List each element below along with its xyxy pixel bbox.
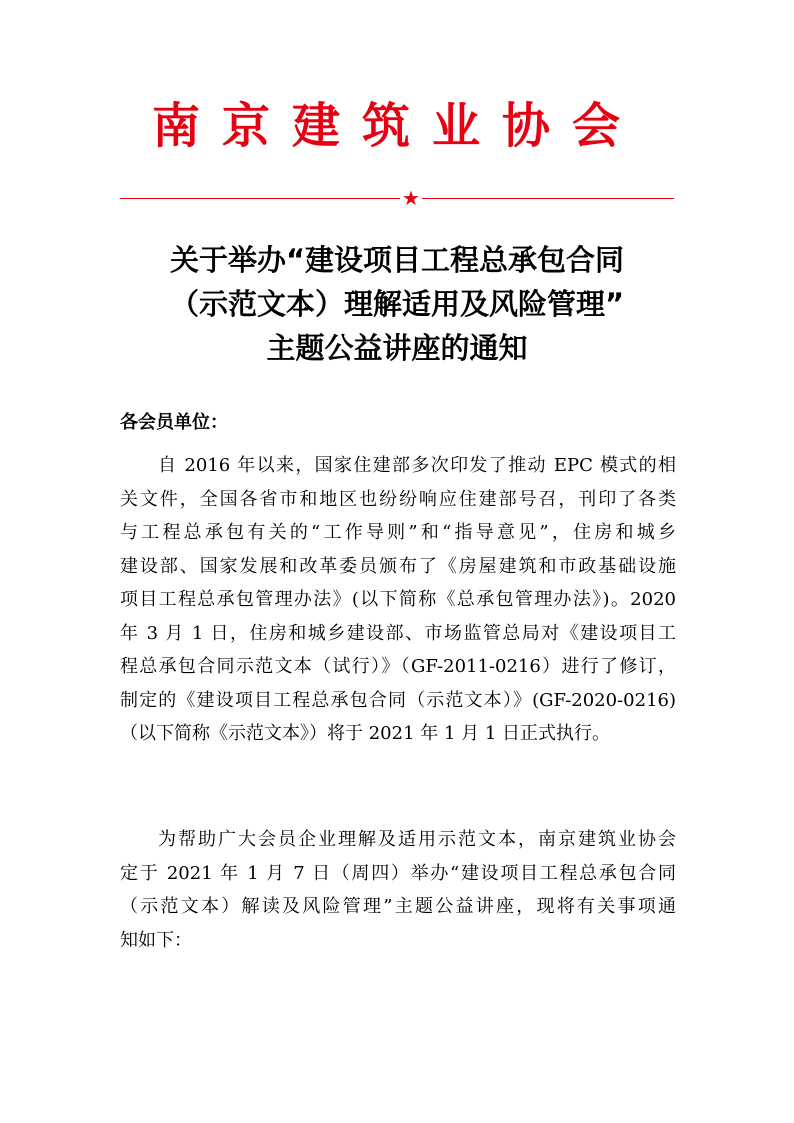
- organization-name: 南京建筑业协会: [151, 98, 642, 154]
- divider-line-right: [422, 198, 674, 199]
- paragraph-line: 关文件，全国各省市和地区也纷纷响应住建部号召，刊印了各类: [120, 488, 676, 510]
- star-icon: ★: [402, 186, 420, 210]
- paragraph-line: 自 2016 年以来，国家住建部多次印发了推动 EPC 模式的相: [158, 455, 676, 476]
- document-title: [60, 238, 734, 370]
- body-paragraph: [120, 449, 676, 751]
- salutation: 各会员单位：: [120, 412, 228, 433]
- paragraph-line: 项目工程总承包管理办法》(以下简称《总承包管理办法》)。2020: [120, 589, 676, 610]
- paragraph-line: 定于 2021 年 1 月 7 日（周四）举办“建设项目工程总承包合同: [120, 862, 676, 884]
- paragraph-line: （示范文本）解读及风险管理”主题公益讲座，现将有关事项通: [120, 896, 676, 917]
- title-line: （示范文本）理解适用及风险管理”: [169, 287, 625, 321]
- paragraph-line: 与工程总承包有关的“工作导则”和“指导意见”，住房和城乡: [120, 522, 676, 543]
- body-paragraph: [120, 823, 676, 957]
- paragraph-line: （以下简称《示范文本》）将于 2021 年 1 月 1 日正式执行。: [120, 723, 611, 744]
- paragraph-line: 建设部、国家发展和改革委员颁布了《房屋建筑和市政基础设施: [120, 555, 676, 577]
- header-divider: [120, 186, 674, 210]
- paragraph-line: 年 3 月 1 日，住房和城乡建设部、市场监管总局对《建设项目工: [120, 622, 676, 644]
- paragraph-line: 程总承包合同示范文本（试行）》（GF-2011-0216）进行了修订，: [120, 656, 676, 677]
- paragraph-line: 知如下：: [120, 929, 192, 951]
- divider-line-left: [120, 198, 400, 199]
- title-line: 关于举办“建设项目工程总承包合同: [169, 243, 625, 277]
- title-line: 主题公益讲座的通知: [266, 331, 528, 365]
- paragraph-line: 制定的《建设项目工程总承包合同（示范文本）》(GF-2020-0216): [120, 689, 676, 711]
- organization-header: [0, 96, 794, 156]
- paragraph-line: 为帮助广大会员企业理解及适用示范文本，南京建筑业协会: [158, 829, 676, 850]
